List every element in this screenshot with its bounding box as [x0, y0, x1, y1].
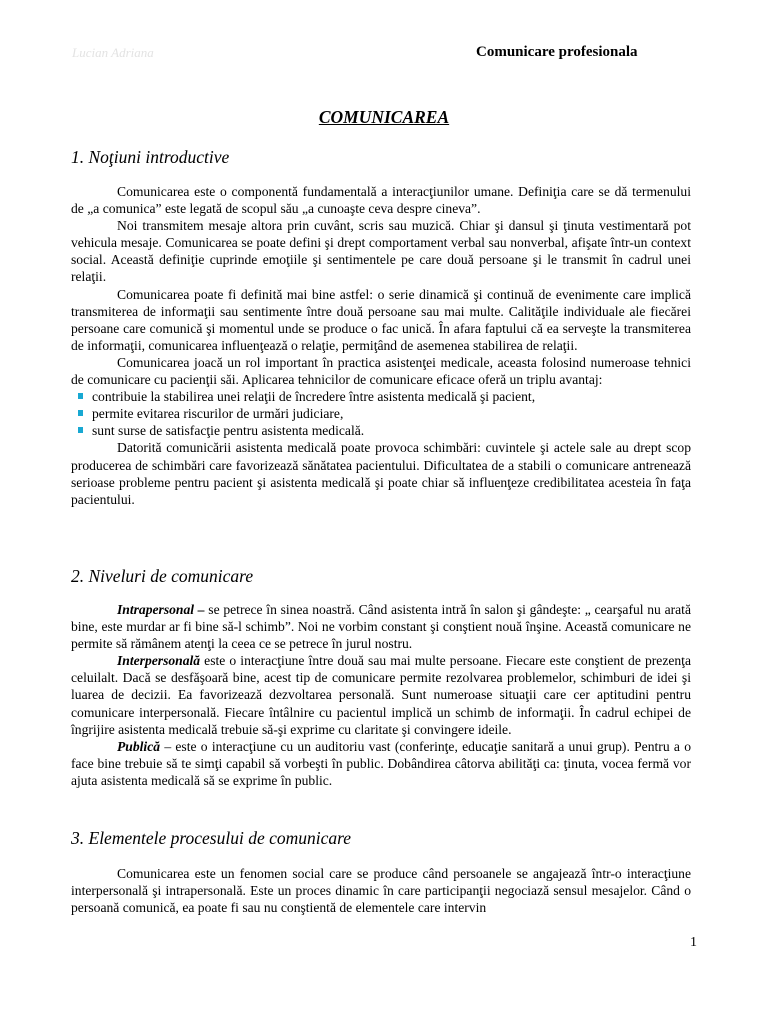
list-item: contribuie la stabilirea unei relaţii de încredere între asistenta medicală şi pacient,	[71, 388, 691, 405]
list-item: permite evitarea riscurilor de urmări judiciare,	[71, 405, 691, 422]
header-author: Lucian Adriana	[72, 45, 154, 60]
paragraph: Comunicarea este o componentă fundamentală a interacţiunilor umane. Definiţia care se dă termenului de „a comunica” este legată de scopul său „a cunoaşte ceva despre cineva”.	[71, 184, 691, 217]
list-item: sunt surse de satisfacţie pentru asistenta medicală.	[71, 422, 691, 439]
paragraph-interpersonal: Interpersonală este o interacţiune între două sau mai multe persoane. Fiecare este conştient de prezenţa celuilalt. Dacă se desfăşoară bine, acest tip de comunicare permite rezolvarea problemelor, schimburi de idei şi luarea de decizii. Ea favorizează dezvoltarea personală. Sunt numeroase situaţii care cer aptitudini pentru comunicare interpersonală. Fiecare întâlnire cu pacientul implică un schimb de informaţii. În cadrul echipei de îngrijire asistenta medicală trebuie să-şi exprime cu claritate şi convingere ideile.	[71, 653, 691, 737]
square-bullet-icon	[78, 427, 83, 433]
paragraph: Comunicarea este un fenomen social care se produce când persoanele se angajează într-o interacţiune interpersonală şi intrapersonală. Este un proces dinamic în care participanţii negociază sensul mesajelor. Când o persoană comunică, ea poate fi sau nu conştientă de elementele care intervin	[71, 866, 691, 916]
document-title: COMUNICAREA	[318, 107, 450, 127]
section-1-body	[71, 183, 691, 508]
bullet-list	[71, 388, 691, 439]
square-bullet-icon	[78, 410, 83, 416]
term-intrapersonal: Intrapersonal –	[117, 602, 205, 617]
section-1-heading: 1. Noţiuni introductive	[71, 147, 230, 167]
section-2-body	[71, 601, 691, 789]
paragraph: Comunicarea poate fi definită mai bine astfel: o serie dinamică şi continuă de evenimente care implică transmiterea de informaţii sau sentimente între două persoane sau mai multe. Calităţile individuale ale fiecărei persoane care comunică şi momentul unde se produce o fac unică. În afara faptului că ea serveşte la transmiterea de informaţii, comunicarea influenţează o relaţie, permiţând de asemenea stabilirea de relaţii.	[71, 286, 691, 353]
term-public: Publică	[117, 738, 161, 754]
paragraph: Noi transmitem mesaje altora prin cuvânt, scris sau muzică. Chiar şi dansul şi ţinuta vestimentară pot vehicula mesaje. Comunicarea se poate defini şi drept comportament verbal sau nonverbal, afişate într-un context social. Această definiţie cuprinde emoţiile şi sentimentele pe care două persoane şi le transmit în cadrul unei relaţii.	[71, 218, 691, 285]
header-subject: Comunicare profesionala	[476, 44, 638, 60]
paragraph-intrapersonal: Intrapersonal – se petrece în sinea noastră. Când asistenta intră în salon şi gândeşte: „ cearşaful nu arată bine, este murdar ar fi bine să-l schimb”. Noi ne vorbim constant şi conştient nouă înşine. Această comunicare ne permite să rămânem atenţi la ceea ce se petrece în jurul nostru.	[71, 602, 691, 652]
term-interpersonal: Interpersonală	[117, 653, 201, 669]
page-number: 1	[690, 935, 697, 950]
paragraph-public: Publică – este o interacţiune cu un auditoriu vast (conferinţe, educaţie sanitară a unui grup). Pentru a o face bine trebuie să te simţi capabil să vorbeşti în public. Dobândirea câtorva abilităţi ca: ţinuta, vocea fermă vor ajuta asistenta medicală să se exprime în public.	[71, 738, 691, 788]
section-3-heading: 3. Elementele procesului de comunicare	[71, 828, 352, 848]
square-bullet-icon	[78, 393, 83, 399]
section-2-heading: 2. Niveluri de comunicare	[71, 566, 254, 586]
section-3-body	[71, 865, 691, 916]
paragraph: Datorită comunicării asistenta medicală poate provoca schimbări: cuvintele şi actele sale au drept scop producerea de schimbări care favorizează sănătatea pacientului. Dificultatea de a stabili o comunicare antrenează serioase probleme pentru pacient şi asistenta medicală şi poate chiar să influenţeze credibilitatea acesteia în faţa pacientului.	[71, 440, 691, 507]
paragraph: Comunicarea joacă un rol important în practica asistenţei medicale, aceasta folosind numeroase tehnici de comunicare cu pacienţii săi. Aplicarea tehnicilor de comunicare eficace oferă un triplu avantaj:	[71, 354, 691, 388]
